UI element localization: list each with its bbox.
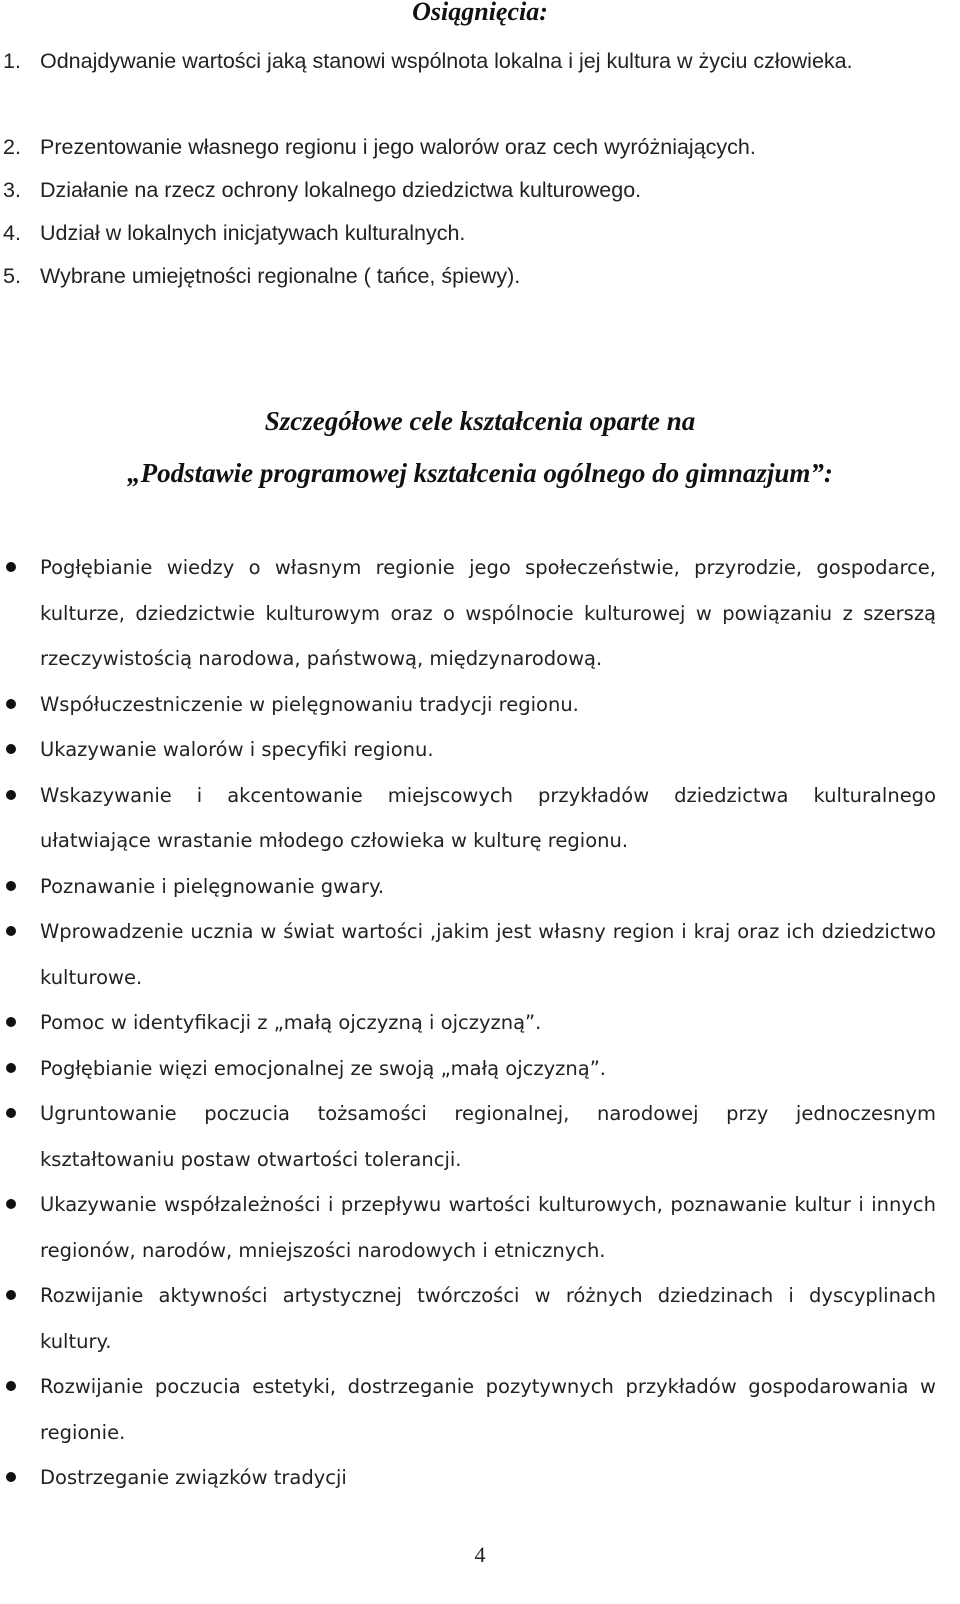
objectives-list [0, 545, 936, 1501]
objectives-heading-line-2: „Podstawie programowej kształcenia ogólnego do gimnazjum”: [127, 458, 833, 488]
list-item [0, 212, 925, 255]
bullet-item-text: Poznawanie i pielęgnowanie gwary. [40, 874, 385, 898]
bullet-item [0, 1046, 936, 1092]
bullet-dot-icon [6, 881, 16, 891]
bullet-item [0, 909, 936, 1000]
list-item-text: Działanie na rzecz ochrony lokalnego dziedzictwa kulturowego. [40, 178, 642, 202]
bullet-item-text: Rozwijanie poczucia estetyki, dostrzeganie pozytywnych przykładów gospodarowania w regionie. [40, 1375, 936, 1444]
bullet-item [0, 1000, 936, 1046]
bullet-item-text: Pogłębianie wiedzy o własnym regionie jego społeczeństwie, przyrodzie, gospodarce, kulturze, dziedzictwie kulturowym oraz o wspólnocie kulturowej w powiązaniu z szerszą rzeczywistością narodowa, państwową, międzynarodową. [40, 556, 936, 670]
bullet-item-text: Ukazywanie współzależności i przepływu wartości kulturowych, poznawanie kultur i innych regionów, narodów, mniejszości narodowych i etnicznych. [40, 1193, 936, 1262]
bullet-item-text: Ugruntowanie poczucia tożsamości regionalnej, narodowej przy jednoczesnym kształtowaniu postaw otwartości tolerancji. [40, 1102, 936, 1171]
bullet-item [0, 1455, 936, 1501]
objectives-heading [0, 395, 960, 499]
bullet-dot-icon [6, 1381, 16, 1391]
bullet-item [0, 545, 936, 682]
bullet-item-text: Ukazywanie walorów i specyfiki regionu. [40, 738, 434, 761]
achievements-title: Osiągnięcia: [412, 0, 548, 26]
bullet-item [0, 727, 936, 773]
bullet-item-text: Pogłębianie więzi emocjonalnej ze swoją „małą ojczyzną”. [40, 1056, 606, 1080]
list-item-text: Wybrane umiejętności regionalne ( tańce, śpiewy). [40, 264, 521, 288]
bullet-item-text: Współuczestniczenie w pielęgnowaniu tradycji regionu. [40, 692, 579, 716]
list-item-number: 1. [3, 49, 21, 73]
bullet-dot-icon [6, 699, 16, 709]
objectives-heading-line-1: Szczegółowe cele kształcenia oparte na [264, 406, 696, 436]
bullet-item [0, 1273, 936, 1364]
list-item-number: 4. [3, 221, 21, 245]
bullet-item [0, 682, 936, 728]
bullet-dot-icon [6, 562, 16, 572]
bullet-item-text: Dostrzeganie związków tradycji [40, 1466, 347, 1489]
bullet-dot-icon [6, 744, 16, 754]
bullet-dot-icon [6, 1199, 16, 1209]
bullet-item [0, 1182, 936, 1273]
list-item [0, 169, 925, 212]
bullet-dot-icon [6, 1108, 16, 1118]
page-number: 4 [474, 1542, 486, 1567]
list-item [0, 255, 925, 298]
bullet-item-text: Wskazywanie i akcentowanie miejscowych przykładów dziedzictwa kulturalnego ułatwiające wrastanie młodego człowieka w kulturę regionu. [40, 783, 936, 852]
bullet-item-text: Wprowadzenie ucznia w świat wartości ,jakim jest własny region i kraj oraz ich dziedzictwo kulturowe. [40, 920, 936, 989]
list-item [0, 126, 925, 169]
list-item [0, 40, 925, 126]
list-item-text: Odnajdywanie wartości jaką stanowi wspólnota lokalna i jej kultura w życiu człowieka. [40, 49, 853, 73]
bullet-item [0, 773, 936, 864]
bullet-dot-icon [6, 1472, 16, 1482]
list-item-number: 5. [3, 264, 21, 288]
bullet-item-text: Pomoc w identyfikacji z „małą ojczyzną i ojczyzną”. [40, 1011, 542, 1034]
bullet-dot-icon [6, 1290, 16, 1300]
list-item-number: 3. [3, 178, 21, 202]
bullet-dot-icon [6, 926, 16, 936]
bullet-item [0, 1364, 936, 1455]
bullet-dot-icon [6, 790, 16, 800]
bullet-dot-icon [6, 1017, 16, 1027]
bullet-item-text: Rozwijanie aktywności artystycznej twórczości w różnych dziedzinach i dyscyplinach kultury. [40, 1284, 936, 1353]
list-item-text: Prezentowanie własnego regionu i jego walorów oraz cech wyróżniających. [40, 135, 756, 159]
bullet-item [0, 864, 936, 910]
list-item-number: 2. [3, 135, 21, 159]
bullet-dot-icon [6, 1063, 16, 1073]
bullet-item [0, 1091, 936, 1182]
achievements-list [0, 40, 925, 298]
list-item-text: Udział w lokalnych inicjatywach kulturalnych. [40, 221, 466, 245]
